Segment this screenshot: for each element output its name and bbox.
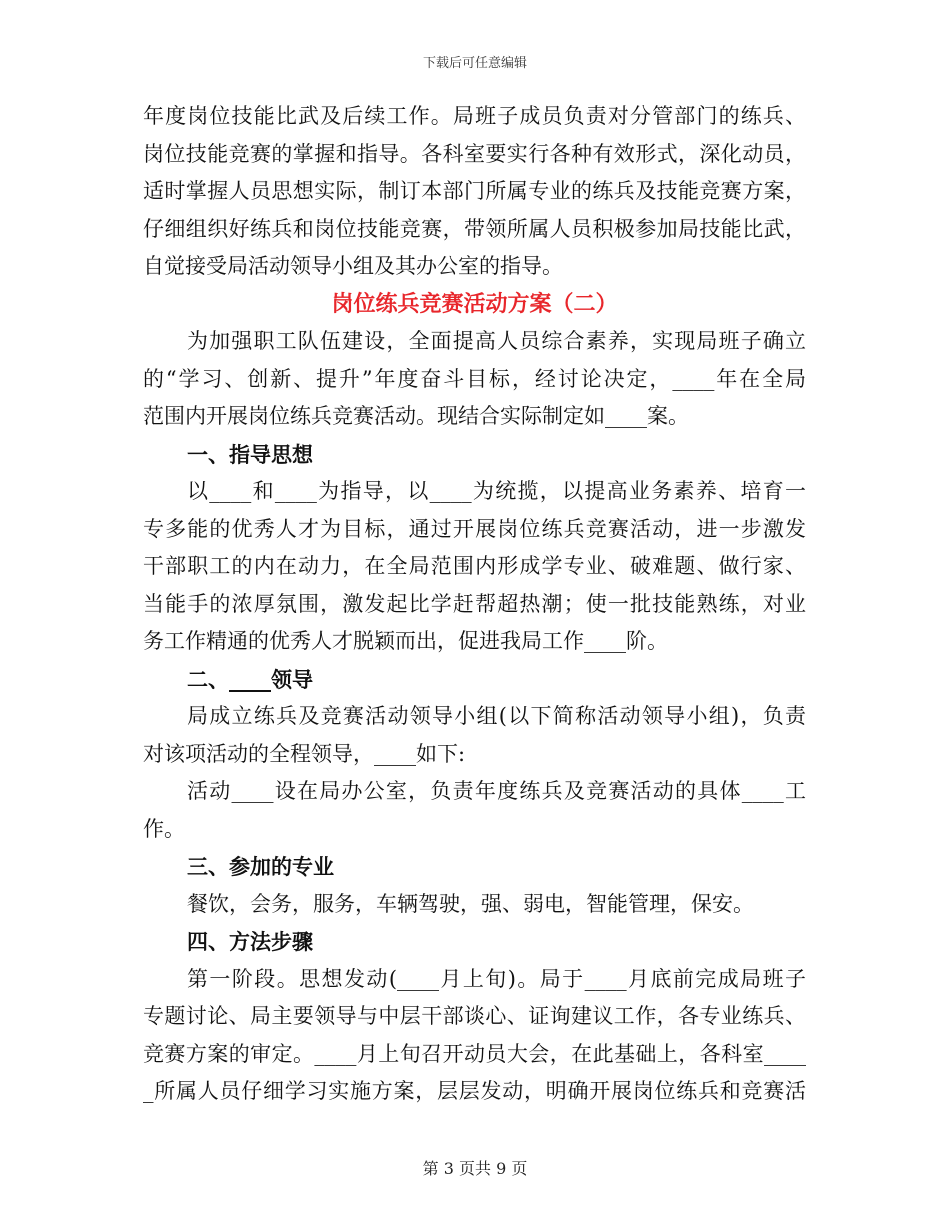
body-line: 的“学习、创新、提升”年度奋斗目标，经讨论决定，____年在全局 [143,366,806,391]
body-line: 年度岗位技能比武及后续工作。局班子成员负责对分管部门的练兵、 [143,104,806,128]
heading-method-steps: 四、方法步骤 [187,929,313,954]
body-line: 专题讨论、局主要领导与中层干部谈心、证询建议工作，各专业练兵、 [143,1004,806,1028]
body-line: 当能手的浓厚氛围，激发起比学赶帮超热潮；使一批技能熟练，对业 [143,591,806,616]
body-line: _所属人员仔细学习实施方案，层层发动，明确开展岗位练兵和竞赛活 [143,1079,806,1103]
document-body [143,98,806,1111]
body-line: 餐饮，会务，服务，车辆驾驶，强、弱电，智能管理，保安。 [187,891,754,916]
body-line: 专多能的优秀人才为目标，通过开展岗位练兵竞赛活动，进一步激发 [143,516,806,541]
heading-guiding-ideology: 一、指导思想 [187,441,313,467]
heading-participating-specialties: 三、参加的专业 [187,854,334,879]
body-line: 岗位技能竞赛的掌握和指导。各科室要实行各种有效形式，深化动员， [143,141,806,166]
page-header: 下载后可任意编辑 [422,56,527,71]
body-line: 第一阶段。思想发动(____月上旬)。局于____月底前完成局班子 [187,966,806,991]
body-line: 对该项活动的全程领导，____如下: [143,741,466,766]
body-line: 为加强职工队伍建设，全面提高人员综合素养，实现局班子确立 [187,329,806,353]
body-line: 自觉接受局活动领导小组及其办公室的指导。 [143,254,563,278]
body-line: 干部职工的内在动力，在全局范围内形成学专业、破难题、做行家、 [143,554,806,578]
section-title: 岗位练兵竞赛活动方案（二） [331,290,618,317]
body-line: 仔细组织好练兵和岗位技能竞赛，带领所属人员积极参加局技能比武， [143,216,806,241]
body-line: 务工作精通的优秀人才脱颖而出，促进我局工作____阶。 [143,629,668,653]
body-line: 竞赛方案的审定。____月上旬召开动员大会，在此基础上，各科室____ [143,1041,806,1066]
page-number-footer: 第 3 页共 9 页 [422,1159,528,1178]
body-line: 以____和____为指导，以____为统揽，以提高业务素养、培育一 [187,479,806,503]
body-line: 范围内开展岗位练兵竞赛活动。现结合实际制定如____案。 [143,404,689,428]
body-line: 适时掌握人员思想实际，制订本部门所属专业的练兵及技能竞赛方案， [143,179,806,203]
heading-leadership: 二、____领导 [187,666,313,692]
body-line: 作。 [143,816,185,841]
body-line: 局成立练兵及竞赛活动领导小组(以下简称活动领导小组)，负责 [187,704,806,728]
body-line: 活动____设在局办公室，负责年度练兵及竞赛活动的具体____工 [187,779,806,803]
